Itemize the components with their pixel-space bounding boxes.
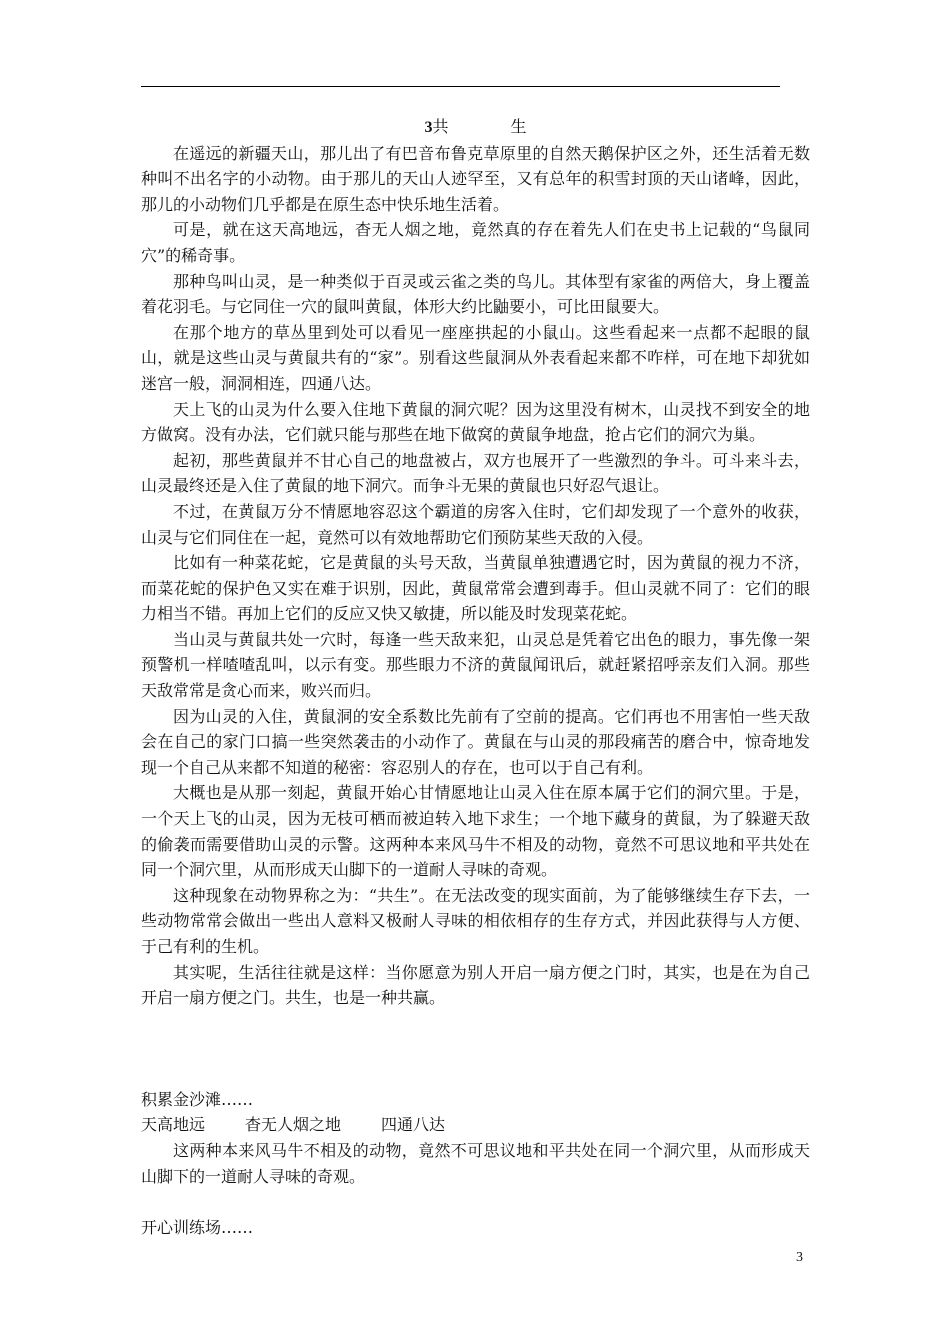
paragraph: 那种鸟叫山灵，是一种类似于百灵或云雀之类的鸟儿。其体型有家雀的两倍大，身上覆盖着花羽毛。与它同住一穴的鼠叫黄鼠，体形大约比鼬要小，可比田鼠要大。 [141, 271, 810, 317]
accumulate-sentence: 这两种本来风马牛不相及的动物，竟然不可思议地和平共处在同一个洞穴里，从而形成天山脚下的一道耐人寻味的奇观。 [141, 1140, 810, 1186]
accumulate-heading: 积累金沙滩…… [141, 1089, 254, 1109]
title-number: 3 [424, 119, 433, 136]
accumulate-words [141, 1112, 810, 1138]
paragraph: 起初，那些黄鼠并不甘心自己的地盘被占，双方也展开了一些激烈的争斗。可斗来斗去，山灵最终还是入住了黄鼠的地下洞穴。而争斗无果的黄鼠也只好忍气退让。 [141, 450, 810, 496]
word-item: 天高地远 [141, 1115, 206, 1135]
paragraph: 比如有一种菜花蛇，它是黄鼠的头号天敌，当黄鼠单独遭遇它时，因为黄鼠的视力不济，而菜花蛇的保护色又实在难于识别，因此，黄鼠常常会遭到毒手。但山灵就不同了：它们的眼力相当不错。再加上它们的反应又快又敏捷，所以能及时发现菜花蛇。 [141, 553, 810, 624]
title-char-2: 生 [510, 117, 527, 136]
title-char-1: 共 [432, 117, 449, 136]
paragraph: 这种现象在动物界称之为：“共生”。在无法改变的现实面前，为了能够继续生存下去，一些动物常常会做出一些出人意料又极耐人寻味的相依相存的生存方式，并因此获得与人方便、于己有利的生机。 [141, 885, 810, 956]
word-item: 四通八达 [381, 1115, 446, 1135]
paragraph: 天上飞的山灵为什么要入住地下黄鼠的洞穴呢？因为这里没有树木，山灵找不到安全的地方做窝。没有办法，它们就只能与那些在地下做窝的黄鼠争地盘，抢占它们的洞穴为巢。 [141, 399, 810, 445]
page-number: 3 [796, 1250, 803, 1265]
paragraph: 不过，在黄鼠万分不情愿地容忍这个霸道的房客入住时，它们却发现了一个意外的收获，山灵与它们同住在一起，竟然可以有效地帮助它们预防某些天敌的入侵。 [141, 501, 810, 547]
header-rule [141, 86, 780, 87]
paragraph: 大概也是从那一刻起，黄鼠开始心甘情愿地让山灵入住在原本属于它们的洞穴里。于是，一个天上飞的山灵，因为无枝可栖而被迫转入地下求生；一个地下藏身的黄鼠，为了躲避天敌的偷袭而需要借助山灵的示警。这两种本来风马牛不相及的动物，竟然不可思议地和平共处在同一个洞穴里，从而形成天山脚下的一道耐人寻味的奇观。 [141, 783, 810, 880]
article-title [141, 114, 810, 141]
paragraph: 在那个地方的草丛里到处可以看见一座座拱起的小鼠山。这些看起来一点都不起眼的鼠山，就是这些山灵与黄鼠共有的“家”。别看这些鼠洞从外表看起来都不咋样，可在地下却犹如迷宫一般，洞洞相连，四通八达。 [141, 322, 810, 393]
paragraph: 在遥远的新疆天山，那儿出了有巴音布鲁克草原里的自然天鹅保护区之外，还生活着无数种叫不出名字的小动物。由于那儿的天山人迹罕至，又有总年的积雪封顶的天山诸峰，因此，那儿的小动物们几乎都是在原生态中快乐地生活着。 [141, 143, 810, 214]
document-body [141, 114, 810, 1240]
paragraph: 可是，就在这天高地远，杳无人烟之地，竟然真的存在着先人们在史书上记载的“鸟鼠同穴”的稀奇事。 [141, 220, 810, 265]
paragraph: 其实呢，生活往往就是这样：当你愿意为别人开启一扇方便之门时，其实，也是在为自己开启一扇方便之门。共生，也是一种共赢。 [141, 962, 810, 1008]
word-item: 杳无人烟之地 [245, 1115, 342, 1135]
training-heading: 开心训练场…… [141, 1217, 254, 1237]
paragraph: 当山灵与黄鼠共处一穴时，每逢一些天敌来犯，山灵总是凭着它出色的眼力，事先像一架预警机一样喳喳乱叫，以示有变。那些眼力不济的黄鼠闻讯后，就赶紧招呼亲友们入洞。那些天敌常常是贪心而来，败兴而归。 [141, 629, 810, 701]
paragraph: 因为山灵的入住，黄鼠洞的安全系数比先前有了空前的提高。它们再也不用害怕一些天敌会在自己的家门口搞一些突然袭击的小动作了。黄鼠在与山灵的那段痛苦的磨合中，惊奇地发现一个自己从来都不知道的秘密：容忍别人的存在，也可以于自己有利。 [141, 706, 810, 777]
